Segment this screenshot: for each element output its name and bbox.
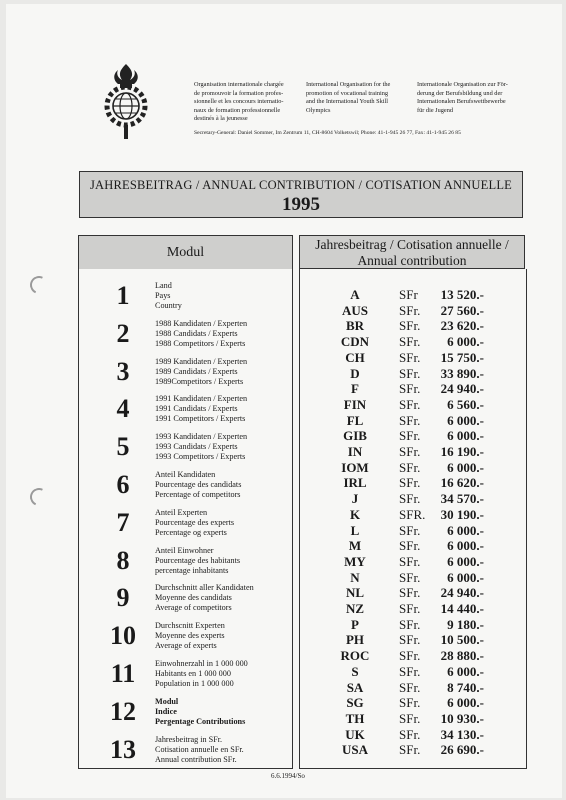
- modul-description-line: Einwohnerzahl in 1 000 000: [155, 659, 248, 668]
- currency-unit: SFr.: [399, 663, 421, 679]
- modul-number: 4: [116, 394, 130, 424]
- country-code: ROC: [340, 648, 370, 664]
- contribution-amount: 34 130.-: [440, 726, 484, 742]
- country-code: K: [349, 506, 361, 522]
- country-code: AUS: [341, 302, 368, 318]
- modul-description: [155, 508, 234, 538]
- modul-description: [155, 319, 247, 349]
- contribution-amount: 34 570.-: [440, 491, 484, 507]
- modul-description-line: Pergentage Contributions: [155, 716, 246, 726]
- modul-description-line: Anteil Einwohner: [155, 545, 214, 555]
- contribution-row: [300, 601, 526, 617]
- title-box: [79, 171, 523, 218]
- contribution-row: [300, 475, 526, 491]
- country-code: A: [350, 287, 360, 302]
- currency-unit: SFR.: [399, 506, 426, 522]
- country-code: FIN: [343, 396, 367, 412]
- contribution-row: [300, 413, 526, 429]
- country-code: NL: [345, 585, 365, 601]
- modul-number: 5: [116, 432, 130, 462]
- contribution-row: [300, 570, 526, 586]
- contribution-amount: 24 940.-: [440, 585, 484, 601]
- currency-unit: SFr.: [399, 522, 421, 538]
- contribution-header: [299, 235, 525, 269]
- country-code: F: [351, 381, 359, 397]
- contribution-row: [300, 491, 526, 507]
- contribution-row: [300, 538, 526, 554]
- contribution-header-line: Annual contribution: [357, 252, 467, 268]
- modul-number: 8: [116, 545, 130, 575]
- currency-unit: SFr.: [399, 349, 421, 365]
- contribution-amount: 16 190.-: [440, 444, 484, 459]
- currency-unit: SFr.: [399, 475, 421, 491]
- country-code: L: [350, 522, 360, 538]
- modul-number: 13: [110, 734, 136, 764]
- currency-unit: SFr: [399, 287, 418, 302]
- contribution-amount: 6 000.-: [447, 663, 484, 679]
- modul-header: Modul: [78, 235, 293, 271]
- header-text-line: promotion of vocational training: [306, 89, 389, 97]
- modul-description-line: percentage inhabitants: [155, 565, 229, 575]
- modul-description: [155, 281, 182, 311]
- country-code: J: [351, 491, 359, 507]
- modul-description-line: Indice: [155, 706, 177, 716]
- modul-list: [78, 269, 293, 769]
- contribution-row: [300, 664, 526, 680]
- country-code: SG: [346, 695, 364, 711]
- document-page: [6, 4, 562, 798]
- contribution-row: [300, 727, 526, 743]
- contribution-amount: 13 520.-: [440, 287, 484, 302]
- contribution-amount: 6 000.-: [447, 428, 484, 444]
- modul-description-line: Land: [155, 281, 172, 290]
- modul-description-line: Moyenne des experts: [155, 631, 225, 641]
- country-code: FL: [346, 412, 364, 428]
- modul-description-line: Average of experts: [155, 641, 217, 651]
- country-code: BR: [345, 318, 365, 334]
- contribution-amount: 33 890.-: [440, 365, 484, 381]
- contribution-amount: 6 000.-: [447, 459, 484, 475]
- contribution-list: [299, 269, 527, 769]
- currency-unit: SFr.: [399, 648, 421, 664]
- country-code: S: [351, 663, 359, 679]
- modul-description-line: 1989Competitors / Experts: [155, 376, 244, 386]
- modul-description-line: 1991 Kandidaten / Experten: [155, 394, 248, 404]
- currency-unit: SFr.: [399, 632, 421, 648]
- contribution-row: [300, 303, 526, 319]
- modul-number: 12: [110, 696, 136, 726]
- contribution-row: [300, 428, 526, 444]
- contribution-row: [300, 711, 526, 727]
- currency-unit: SFr.: [399, 365, 421, 381]
- header-text-line: International Organisation for the: [306, 81, 391, 88]
- modul-description-line: 1988 Competitors / Experts: [155, 338, 246, 348]
- country-code: IRL: [343, 475, 367, 491]
- modul-description-line: Habitants en 1 000 000: [155, 669, 231, 678]
- modul-description-line: Pourcentage des experts: [155, 517, 235, 527]
- contribution-row: [300, 554, 526, 570]
- currency-unit: SFr.: [399, 428, 421, 444]
- country-code: D: [350, 365, 360, 381]
- country-code: CH: [345, 349, 365, 365]
- currency-unit: SFr.: [399, 695, 421, 711]
- modul-description: [155, 357, 247, 387]
- modul-description: [155, 394, 247, 424]
- currency-unit: SFr.: [399, 553, 421, 569]
- currency-unit: SFr.: [399, 710, 421, 726]
- contribution-amount: 6 000.-: [447, 334, 484, 350]
- currency-unit: SFr.: [399, 459, 421, 475]
- contribution-header-line: Jahresbeitrag / Cotisation annuelle /: [315, 237, 509, 252]
- contribution-amount: 28 880.-: [440, 648, 484, 664]
- contribution-row: [300, 742, 526, 758]
- header-text-line: Organisation internationale chargée: [194, 81, 284, 88]
- modul-description-line: 1991 Candidats / Experts: [155, 404, 238, 414]
- currency-unit: SFr.: [399, 538, 421, 554]
- modul-description-line: Moyenne des candidats: [155, 593, 232, 603]
- currency-unit: SFr.: [399, 334, 421, 350]
- modul-description-line: Durchschnitt aller Kandidaten: [155, 583, 254, 593]
- document-date-code: 6.6.1994/So: [271, 772, 305, 780]
- modul-number: 3: [116, 356, 130, 386]
- country-code: NZ: [345, 601, 365, 616]
- title-year: 1995: [282, 194, 320, 215]
- currency-unit: SFr.: [399, 491, 421, 507]
- country-code: P: [351, 616, 359, 632]
- contribution-amount: 26 690.-: [440, 742, 484, 758]
- header-text-line: Internationalen Berufswettbewerbe: [417, 98, 506, 106]
- country-code: N: [350, 569, 360, 585]
- country-code: SA: [346, 679, 364, 695]
- currency-unit: SFr.: [399, 412, 421, 428]
- header-text-line: naux de formation professionnelle: [194, 106, 281, 114]
- modul-description-line: Cotisation annuelle en SFr.: [155, 744, 244, 754]
- country-code: PH: [345, 632, 365, 648]
- contribution-row: [300, 397, 526, 413]
- modul-description-line: Country: [155, 301, 182, 310]
- contribution-row: [300, 460, 526, 476]
- contribution-amount: 23 620.-: [440, 318, 484, 334]
- modul-number: 7: [116, 507, 130, 537]
- contribution-row: [300, 366, 526, 382]
- modul-description-line: 1989 Candidats / Experts: [155, 366, 238, 376]
- contribution-amount: 16 620.-: [440, 475, 484, 491]
- modul-description-line: Anteil Kandidaten: [155, 470, 216, 479]
- organisation-logo: [96, 62, 156, 140]
- currency-unit: SFr.: [399, 742, 421, 758]
- secretary-general-line: Secretary-General: Daniel Sommer, Im Zentrum 11, CH-8604 Volketswil; Phone: 41-1-945 26 77, Fax: 41-1-945 26 85: [194, 130, 461, 136]
- modul-description-line: 1991 Competitors / Experts: [155, 414, 246, 424]
- modul-description: [155, 697, 245, 727]
- currency-unit: SFr.: [399, 726, 421, 742]
- modul-description-line: Population in 1 000 000: [155, 679, 234, 688]
- currency-unit: SFr.: [399, 381, 421, 397]
- contribution-row: [300, 632, 526, 648]
- contribution-row: [300, 287, 526, 303]
- modul-description: [155, 470, 241, 500]
- contribution-amount: 6 560.-: [447, 396, 484, 412]
- contribution-amount: 8 740.-: [447, 679, 484, 695]
- contribution-amount: 14 440.-: [440, 601, 484, 616]
- modul-description: [155, 432, 247, 462]
- contribution-amount: 6 000.-: [447, 522, 484, 538]
- currency-unit: SFr.: [399, 318, 421, 334]
- header-text-line: derung der Berufsbildung und der: [417, 89, 503, 97]
- contribution-amount: 10 500.-: [440, 632, 484, 648]
- contribution-amount: 15 750.-: [440, 349, 484, 365]
- country-code: GIB: [343, 428, 367, 444]
- country-code: IOM: [341, 459, 369, 475]
- currency-unit: SFr.: [399, 569, 421, 585]
- modul-number: 10: [110, 621, 136, 651]
- modul-description: [155, 621, 225, 651]
- modul-number: 9: [116, 583, 130, 613]
- modul-description-line: Annual contribution SFr.: [155, 754, 237, 764]
- modul-number: 2: [116, 318, 130, 348]
- header-german: [417, 81, 529, 115]
- modul-description-line: Durchscnitt Experten: [155, 621, 225, 631]
- country-code: MY: [344, 553, 366, 569]
- contribution-amount: 6 000.-: [447, 412, 484, 428]
- modul-description: [155, 546, 240, 576]
- country-code: UK: [345, 726, 365, 742]
- modul-description-line: 1993 Candidats / Experts: [155, 442, 238, 452]
- modul-description-line: Percentage of competitors: [155, 490, 241, 499]
- country-code: CDN: [340, 334, 370, 350]
- header-text-line: destinés à la jeunesse: [194, 115, 248, 123]
- contribution-amount: 6 000.-: [447, 569, 484, 585]
- header-french: [194, 81, 304, 124]
- country-code: USA: [341, 742, 368, 758]
- header-text-line: Internationale Organisation zur För-: [417, 81, 508, 88]
- country-code: IN: [347, 444, 363, 459]
- contribution-amount: 30 190.-: [440, 506, 484, 522]
- header-text-line: and the International Youth Skill: [306, 98, 389, 106]
- contribution-row: [300, 680, 526, 696]
- modul-description-line: Modul: [155, 696, 179, 706]
- currency-unit: SFr.: [399, 396, 421, 412]
- modul-description-line: Average of competitors: [155, 603, 232, 613]
- modul-description-line: Pourcentage des candidats: [155, 480, 242, 489]
- modul-number: 11: [110, 659, 136, 688]
- modul-description-line: 1993 Kandidaten / Experten: [155, 432, 248, 442]
- contribution-row: [300, 334, 526, 350]
- punch-hole-mark: [27, 273, 50, 296]
- modul-description-line: 1993 Competitors / Experts: [155, 452, 246, 462]
- country-code: M: [348, 538, 362, 554]
- modul-description-line: Pays: [155, 291, 171, 300]
- contribution-row: [300, 444, 526, 460]
- modul-description-line: 1988 Candidats / Experts: [155, 328, 238, 338]
- contribution-amount: 27 560.-: [440, 302, 484, 318]
- modul-description: [155, 735, 244, 765]
- header-english: [306, 81, 414, 115]
- header-text-line: de promouvoir la formation profes-: [194, 89, 284, 97]
- contribution-amount: 9 180.-: [447, 616, 484, 632]
- contribution-row: [300, 507, 526, 523]
- contribution-row: [300, 523, 526, 539]
- currency-unit: SFr.: [399, 444, 421, 459]
- title-heading: JAHRESBEITRAG / ANNUAL CONTRIBUTION / COTISATION ANNUELLE: [89, 178, 513, 192]
- modul-description-line: Percentage og experts: [155, 527, 227, 537]
- modul-description-line: Pourcentage des habitants: [155, 555, 241, 565]
- modul-description-line: 1989 Kandidaten / Experten: [155, 356, 248, 366]
- contribution-amount: 6 000.-: [447, 553, 484, 569]
- contribution-row: [300, 617, 526, 633]
- country-code: TH: [345, 710, 365, 726]
- currency-unit: SFr.: [399, 585, 421, 601]
- contribution-row: [300, 350, 526, 366]
- contribution-amount: 24 940.-: [440, 381, 484, 397]
- modul-number: 1: [116, 281, 130, 310]
- contribution-amount: 6 000.-: [447, 695, 484, 711]
- modul-description-line: 1988 Kandidaten / Experten: [155, 318, 248, 328]
- contribution-amount: 6 000.-: [447, 538, 484, 554]
- contribution-row: [300, 695, 526, 711]
- contribution-row: [300, 648, 526, 664]
- modul-description-line: Anteil Experten: [155, 507, 208, 517]
- header-text-line: Olympics: [306, 106, 331, 114]
- currency-unit: SFr.: [399, 616, 421, 632]
- currency-unit: SFr.: [399, 679, 421, 695]
- header-text-line: sionnelle et les concours internatio-: [194, 98, 284, 106]
- contribution-row: [300, 318, 526, 334]
- currency-unit: SFr.: [399, 302, 421, 318]
- modul-description-line: Jahresbeitrag in SFr.: [155, 734, 223, 744]
- modul-description: [155, 659, 248, 689]
- contribution-row: [300, 585, 526, 601]
- contribution-amount: 10 930.-: [440, 710, 484, 726]
- modul-number: 6: [116, 470, 130, 499]
- punch-hole-mark: [27, 485, 50, 508]
- currency-unit: SFr.: [399, 601, 421, 616]
- modul-description: [155, 583, 254, 613]
- header-text-line: für die Jugend: [417, 106, 454, 114]
- contribution-row: [300, 381, 526, 397]
